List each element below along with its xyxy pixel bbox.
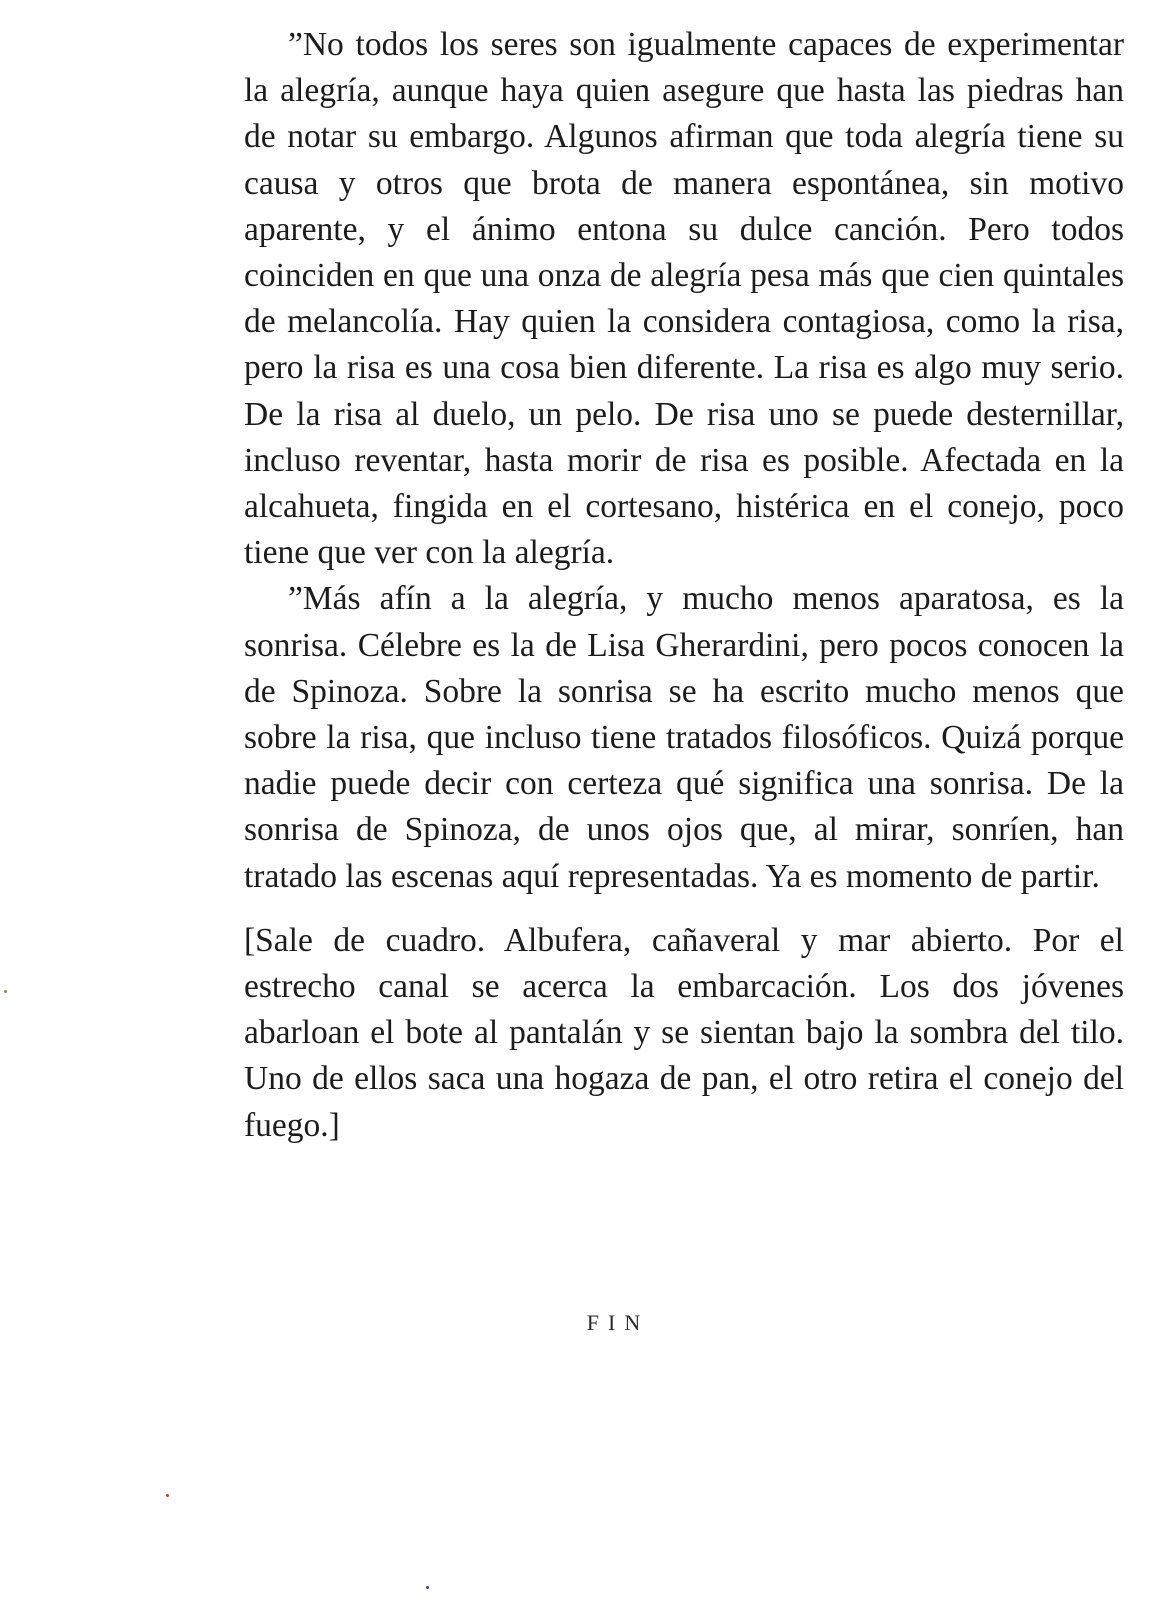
paragraph-alegria: ”No todos los seres son igualmente capaces de experimentar la alegría, aunque haya quien asegure que hasta las piedras han de notar su embargo. Algunos afirman que toda alegría tiene su causa y otros que brota de manera espontánea, sin motivo aparente, y el ánimo entona su dulce canción. Pero todos coinciden en que una onza de alegría pesa más que cien quintales de melancolía. Hay quien la considera contagiosa, como la risa, pero la risa es una cosa bien diferente. La risa es algo muy serio. De la risa al duelo, un pelo. De risa uno se puede desternillar, incluso reventar, hasta morir de risa es posible. Afectada en la alcahueta, fingida en el cortesano, histérica en el conejo, poco tiene que ver con la alegría. (244, 26, 1124, 572)
stage-direction: [Sale de cuadro. Albufera, cañaveral y mar abierto. Por el estrecho canal se acerca la embarcación. Los dos jóvenes abarloan el bote al pantalán y se sientan bajo la sombra del tilo. Uno de ellos saca una hogaza de pan, el otro retira el conejo del fuego.] (244, 921, 1124, 1144)
scan-speck (426, 1586, 429, 1589)
paragraph-sonrisa: ”Más afín a la alegría, y mucho menos aparatosa, es la sonrisa. Célebre es la de Lisa Gherardini, pero pocos conocen la de Spinoza. Sobre la sonrisa se ha escrito mucho menos que sobre la risa, que incluso tiene tratados filosóficos. Quizá porque nadie puede decir con certeza qué significa una sonrisa. De la sonrisa de Spinoza, de unos ojos que, al mirar, sonríen, han tratado las escenas aquí representadas. Ya es momento de partir. (244, 580, 1124, 895)
ending-label: FIN (586, 1310, 650, 1335)
scan-speck (166, 1494, 169, 1497)
book-page-text (244, 22, 1124, 1149)
scan-speck (4, 990, 7, 993)
